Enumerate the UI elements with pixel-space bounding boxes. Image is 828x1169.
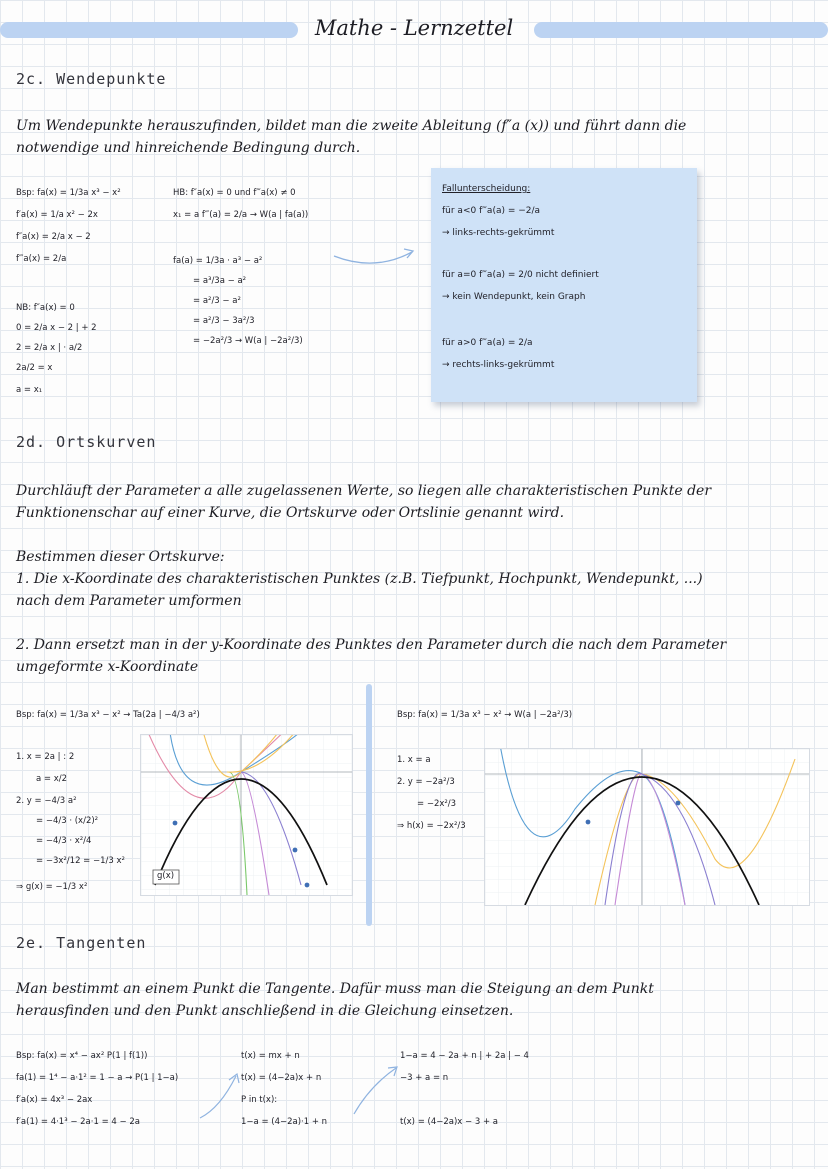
text-line: Man bestimmt an einem Punkt die Tangente. Dafür muss man die Steigung an dem Punkt (16, 981, 654, 997)
header-bar-right (534, 22, 828, 38)
chart2-plot (485, 749, 809, 905)
point-marker (173, 821, 178, 826)
math-line: a = x/2 (36, 774, 68, 784)
math-line: −3 + a = n (400, 1073, 449, 1083)
point-marker (586, 820, 591, 825)
page-title: Mathe - Lernzettel (314, 16, 514, 40)
text-line: nach dem Parameter umformen (16, 593, 242, 609)
math-line: 1. x = a (397, 755, 431, 765)
math-line: f′a(1) = 4·1³ − 2a·1 = 4 − 2a (16, 1117, 140, 1127)
heading-2d: 2d. Ortskurven (16, 433, 157, 451)
math-line: 2. y = −4/3 a² (16, 796, 77, 806)
math-line: Bsp: fa(x) = 1/3a x³ − x² (16, 188, 121, 198)
text-line: Durchläuft der Parameter a alle zugelassenen Werte, so liegen alle charakteristischen Punkte der (16, 483, 712, 499)
point-marker (676, 801, 681, 806)
math-line: für a=0 f‴a(a) = 2/0 nicht definiert (442, 270, 599, 280)
heading-2e: 2e. Tangenten (16, 934, 147, 952)
curve-label-g: g(x) (157, 871, 175, 881)
arrow-icon (350, 1060, 405, 1120)
math-line: = a²/3 − 3a²/3 (193, 316, 255, 326)
derivatives-2c (16, 188, 181, 276)
text-line: umgeformte x-Koordinate (16, 659, 199, 675)
chart-ortskurve-tiefpunkt (140, 734, 353, 896)
math-line: t(x) = mx + n (241, 1051, 300, 1061)
math-line: 0 = 2/a x − 2 | + 2 (16, 323, 97, 333)
text-line: 2. Dann ersetzt man in der y-Koordinate des Punktes den Parameter durch die nach dem Parameter (16, 637, 727, 653)
math-line: ⇒ h(x) = −2x²/3 (397, 821, 466, 831)
tangent-col1 (16, 1051, 226, 1139)
math-line: für a>0 f‴a(a) = 2/a (442, 338, 533, 348)
example1-steps (16, 752, 144, 902)
intro-2c-line: notwendige und hinreichende Bedingung durch. (16, 140, 361, 156)
math-line: = −4/3 · x²/4 (36, 836, 92, 846)
example1-head: Bsp: fa(x) = 1/3a x³ − x² → Ta(2a | −4/3 a²) (16, 710, 200, 720)
arrow-icon (330, 236, 430, 276)
math-line: f′a(x) = 4x³ − 2ax (16, 1095, 93, 1105)
math-line: = −3x²/12 = −1/3 x² (36, 856, 125, 866)
math-line: t(x) = (4−2a)x − 3 + a (400, 1117, 498, 1127)
math-line: fa(a) = 1/3a · a³ − a² (173, 256, 263, 266)
math-line: = −2x²/3 (417, 799, 457, 809)
math-line: NB: f″a(x) = 0 (16, 303, 75, 313)
math-line: 1. x = 2a | : 2 (16, 752, 75, 762)
math-line: für a<0 f‴a(a) = −2/a (442, 206, 541, 216)
arrow-icon (196, 1064, 246, 1124)
math-line: Bsp: fa(x) = x⁴ − ax² P(1 | f(1)) (16, 1051, 148, 1061)
text-line (16, 524, 821, 546)
math-line: → rechts-links-gekrümmt (442, 360, 555, 370)
text-line (16, 612, 821, 634)
text-2e (16, 978, 816, 1022)
math-line: P in t(x): (241, 1095, 278, 1105)
math-line: f″a(x) = 2/a x − 2 (16, 232, 91, 242)
text-line: herausfinden und den Punkt anschließend in die Gleichung einsetzen. (16, 1003, 514, 1019)
math-line: f′a(x) = 1/a x² − 2x (16, 210, 98, 220)
math-line: x₁ = a f‴(a) = 2/a → W(a | fa(a)) (173, 210, 309, 220)
case-distinction (442, 184, 692, 382)
math-line: ⇒ g(x) = −1/3 x² (16, 882, 88, 892)
sufficient-condition (173, 188, 413, 232)
point-marker (305, 883, 310, 888)
math-line: = a²/3 − a² (193, 296, 241, 306)
math-line: 1−a = 4 − 2a + n | + 2a | − 4 (400, 1051, 529, 1061)
math-line: f‴a(x) = 2/a (16, 254, 67, 264)
intro-2c (16, 115, 816, 159)
math-line: t(x) = (4−2a)x + n (241, 1073, 322, 1083)
text-line: 1. Die x-Koordinate des charakteristischen Punktes (z.B. Tiefpunkt, Hochpunkt, Wendepunkt, ...) (16, 571, 703, 587)
text-line: Funktionenschar auf einer Kurve, die Ortskurve oder Ortslinie genannt wird. (16, 505, 565, 521)
math-line: → links-rechts-gekrümmt (442, 228, 555, 238)
chart-ortskurve-wendepunkt (484, 748, 810, 906)
tangent-col3 (400, 1051, 640, 1139)
math-line: 2 = 2/a x | · a/2 (16, 343, 83, 353)
math-line: = a³/3a − a² (193, 276, 247, 286)
box-heading: Fallunterscheidung: (442, 184, 531, 194)
intro-2c-line: Um Wendepunkte herauszufinden, bildet man die zweite Ableitung (f″a (x)) und führt dann die (16, 118, 687, 134)
math-line: 2. y = −2a²/3 (397, 777, 455, 787)
heading-2c: 2c. Wendepunkte (16, 70, 167, 88)
text-line: Bestimmen dieser Ortskurve: (16, 549, 225, 565)
math-line: HB: f″a(x) = 0 und f‴a(x) ≠ 0 (173, 188, 296, 198)
column-divider (366, 684, 372, 926)
math-line: = −2a²/3 → W(a | −2a²/3) (193, 336, 303, 346)
example2-head: Bsp: fa(x) = 1/3a x³ − x² → W(a | −2a²/3) (397, 710, 573, 720)
math-line: 2a/2 = x (16, 363, 53, 373)
point-marker (293, 848, 298, 853)
math-line: → kein Wendepunkt, kein Graph (442, 292, 586, 302)
math-line (400, 1095, 640, 1117)
math-line: a = x₁ (16, 385, 43, 395)
text-2d (16, 480, 821, 678)
math-line: 1−a = (4−2a)·1 + n (241, 1117, 328, 1127)
math-line: = −4/3 · (x/2)² (36, 816, 99, 826)
necessary-condition (16, 303, 181, 405)
header-bar-left (0, 22, 298, 38)
math-line: fa(1) = 1⁴ − a·1² = 1 − a → P(1 | 1−a) (16, 1073, 179, 1083)
